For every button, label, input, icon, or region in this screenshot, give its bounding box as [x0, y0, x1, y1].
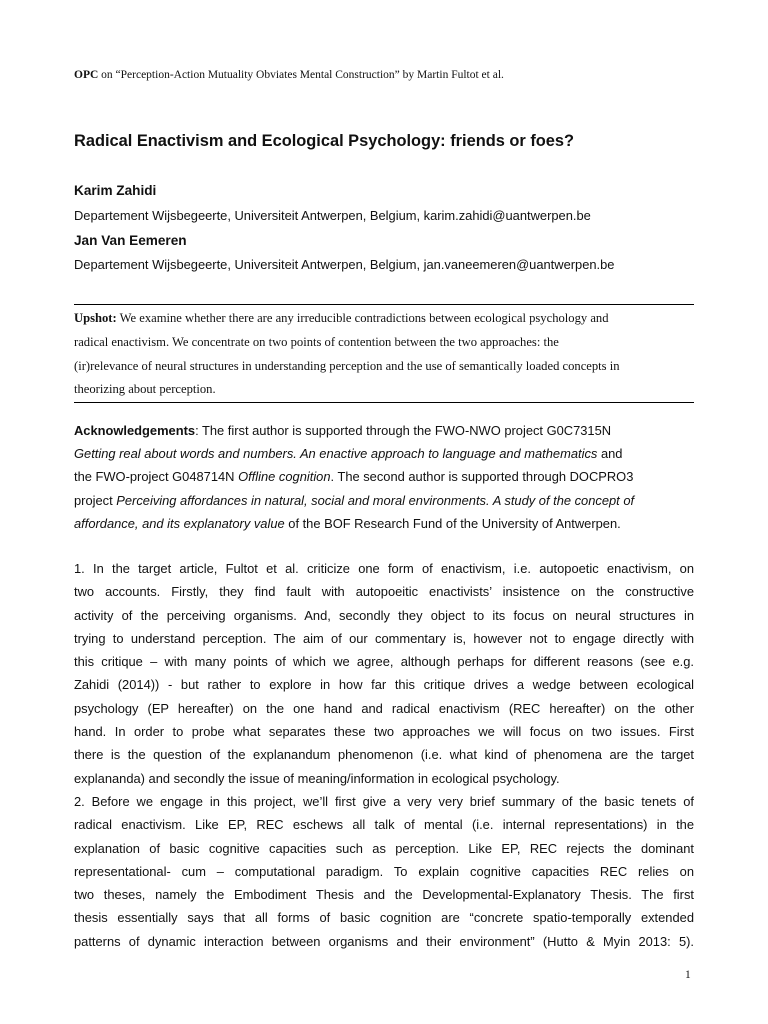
ack-line: Getting real about words and numbers. An enactive approach to language and mathematics and — [74, 446, 623, 462]
ack-label: Acknowledgements — [74, 423, 196, 438]
body-line: explananda) and secondly the issue of meaning/information in ecological psychology. — [74, 770, 560, 786]
author-affiliation-2: Departement Wijsbegeerte, Universiteit Antwerpen, Belgium, jan.vaneemeren@uantwerpen.be — [74, 257, 615, 272]
header-text: on “Perception-Action Mutuality Obviates Mental Construction” by Martin Fultot et al. — [98, 69, 504, 81]
ack-line: project Perceiving affordances in natural, social and moral environments. A study of the concept of — [74, 492, 635, 508]
body-line: patterns of dynamic interaction between organisms and their environment” (Hutto & Myin 2013: 5). — [74, 933, 694, 949]
author-name-2: Jan Van Eemeren — [74, 233, 187, 248]
body-line: two theses, namely the Embodiment Thesis and the Developmental-Explanatory Thesis. The first — [74, 887, 694, 903]
upshot-line: Upshot: We examine whether there are any irreducible contradictions between ecological psychology and — [74, 311, 609, 325]
upshot-line: (ir)relevance of neural structures in understanding perception and the use of semantically loaded concepts in — [74, 358, 620, 373]
upshot-top-rule — [74, 304, 694, 305]
upshot-bottom-rule — [74, 402, 694, 403]
upshot-line: theorizing about perception. — [74, 382, 216, 397]
running-header — [74, 68, 694, 82]
ack-line: the FWO-project G048714N Offline cognition. The second author is supported through DOCPRO3 — [74, 469, 634, 485]
acknowledgements-block — [74, 419, 698, 535]
body-line: two accounts. Firstly, they find fault with autopoeitic enactivists’ insistence on the constructive — [74, 584, 694, 600]
body-line: explanation of basic cognitive capacities such as perception. Like EP, REC rejects the dominant — [74, 840, 694, 856]
upshot-line: radical enactivism. We concentrate on two points of contention between the two approaches: the — [74, 334, 559, 349]
page-number: 1 — [685, 969, 691, 981]
author-name-1: Karim Zahidi — [74, 183, 157, 198]
upshot-label: Upshot: — [74, 311, 117, 325]
body-line: activity of the perceiving organisms. And, secondly they object to its focus on neural structures in — [74, 607, 694, 623]
body-line: 2. Before we engage in this project, we’ll first give a very very brief summary of the basic tenets of — [74, 793, 694, 809]
body-line: representational- cum – computational paradigm. To explain cognitive capacities REC relies on — [74, 863, 694, 879]
body-line: psychology (EP hereafter) on the one hand and radical enactivism (REC hereafter) on the other — [74, 700, 694, 716]
body-line: thesis essentially says that all forms of basic cognition are “concrete spatio-temporally extended — [74, 910, 694, 926]
body-line: radical enactivism. Like EP, REC eschews all talk of mental (i.e. internal representations) in the — [74, 817, 694, 833]
body-line: 1. In the target article, Fultot et al. criticize one form of enactivism, i.e. autopoetic enactivism, on — [74, 561, 694, 576]
header-prefix: OPC — [74, 69, 99, 81]
paper-title: Radical Enactivism and Ecological Psychology: friends or foes? — [74, 132, 575, 150]
author-affiliation-1: Departement Wijsbegeerte, Universiteit Antwerpen, Belgium, karim.zahidi@uantwerpen.be — [74, 208, 591, 223]
body-paragraphs — [74, 557, 694, 953]
body-line: hand. In order to probe what separates these two approaches we will focus on two issues. First — [74, 724, 694, 740]
ack-line: affordance, and its explanatory value of the BOF Research Fund of the University of Antwerpen. — [74, 515, 621, 531]
body-line: there is the question of the explanandum phenomenon (i.e. what kind of phenomena are the target — [74, 747, 694, 763]
upshot-block — [74, 307, 694, 402]
body-line: trying to understand perception. The aim of our commentary is, however not to engage directly with — [74, 630, 694, 646]
body-line: this critique – with many points of which we agree, although perhaps for different reasons (see e.g. — [74, 654, 694, 670]
ack-line: Acknowledgements: The first author is supported through the FWO-NWO project G0C7315N — [74, 423, 612, 438]
body-line: Zahidi (2014)) - but rather to explore in how far this critique drives a wedge between ecological — [74, 677, 694, 693]
